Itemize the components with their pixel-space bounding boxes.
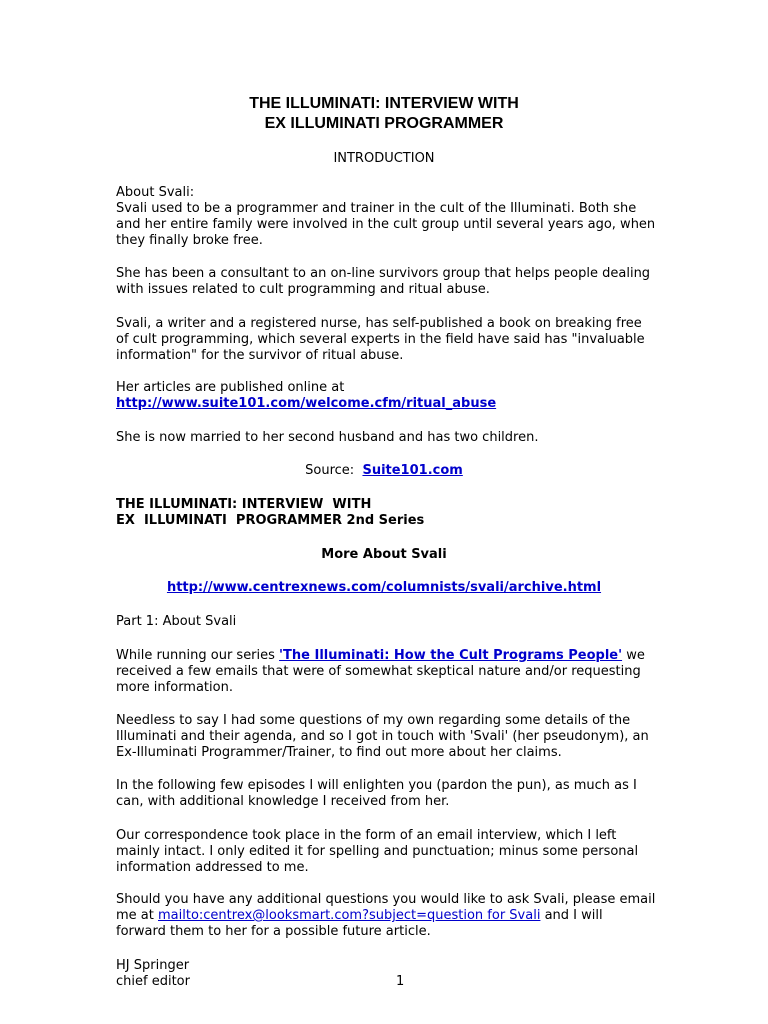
series-heading-line-2: EX ILLUMINATI PROGRAMMER 2nd Series (116, 513, 425, 528)
introduction-label: INTRODUCTION (333, 151, 435, 166)
intro-paragraph-1: Svali used to be a programmer and trainer in the cult of the Illuminati. Both she and her entire family were involved in the cult group until several years ago, when they finally broke free. (116, 201, 656, 248)
source-label: Source: (305, 463, 355, 478)
body-paragraph-5 (116, 892, 656, 940)
intro-paragraph-3: Svali, a writer and a registered nurse, has self-published a book on breaking free of cult programming, which several experts in the field have said has "invaluable information" for the survivor of ritual abuse. (116, 316, 645, 363)
source-line (0, 463, 768, 479)
footer-role: chief editor (116, 974, 190, 989)
body-paragraph-4: Our correspondence took place in the form of an email interview, which I left mainly intact. I only edited it for spelling and punctuation; minus some personal information addressed to me. (116, 828, 639, 875)
email-link[interactable]: mailto:centrex@looksmart.com?subject=question for Svali (158, 908, 541, 923)
document-title-line-1: THE ILLUMINATI: INTERVIEW WITH (249, 95, 519, 112)
articles-text: Her articles are published online at (116, 380, 345, 395)
about-heading: About Svali: (116, 185, 195, 200)
body-paragraph-2: Needless to say I had some questions of my own regarding some details of the Illuminati and their agenda, and so I got in touch with 'Svali' (her pseudonym), an Ex-Illuminati Programmer/Trainer, to find out more about her claims. (116, 713, 649, 760)
body-paragraph-5-pre: Should you have any additional questions you would like to ask Svali, please email me at (116, 892, 656, 923)
archive-link-line (0, 580, 768, 596)
body-paragraph-5-post: and I will forward them to her for a possible future article. (116, 908, 603, 939)
suite101-articles-link[interactable]: http://www.suite101.com/welcome.cfm/ritual_abuse (116, 396, 497, 411)
page-number: 1 (396, 974, 405, 989)
intro-paragraph-2: She has been a consultant to an on-line survivors group that helps people dealing with issues related to cult programming and ritual abuse. (116, 266, 651, 297)
document-title-line-2: EX ILLUMINATI PROGRAMMER (264, 115, 504, 132)
series-link[interactable]: 'The Illuminati: How the Cult Programs People' (279, 648, 623, 663)
more-about-heading: More About Svali (321, 547, 447, 562)
body-paragraph-1-post: we received a few emails that were of somewhat skeptical nature and/or requesting more information. (116, 648, 645, 695)
articles-link-line (116, 396, 656, 412)
body-paragraph-3: In the following few episodes I will enlighten you (pardon the pun), as much as I can, with additional knowledge I received from her. (116, 778, 637, 809)
source-link[interactable]: Suite101.com (362, 463, 463, 478)
intro-paragraph-5: She is now married to her second husband and has two children. (116, 430, 539, 445)
body-paragraph-1-pre: While running our series (116, 648, 280, 663)
body-paragraph-1 (116, 648, 656, 696)
archive-link[interactable]: http://www.centrexnews.com/columnists/svali/archive.html (166, 580, 602, 595)
footer-name: HJ Springer (116, 958, 190, 973)
series-heading-line-1: THE ILLUMINATI: INTERVIEW WITH (116, 497, 372, 512)
part-1-heading: Part 1: About Svali (116, 614, 237, 629)
